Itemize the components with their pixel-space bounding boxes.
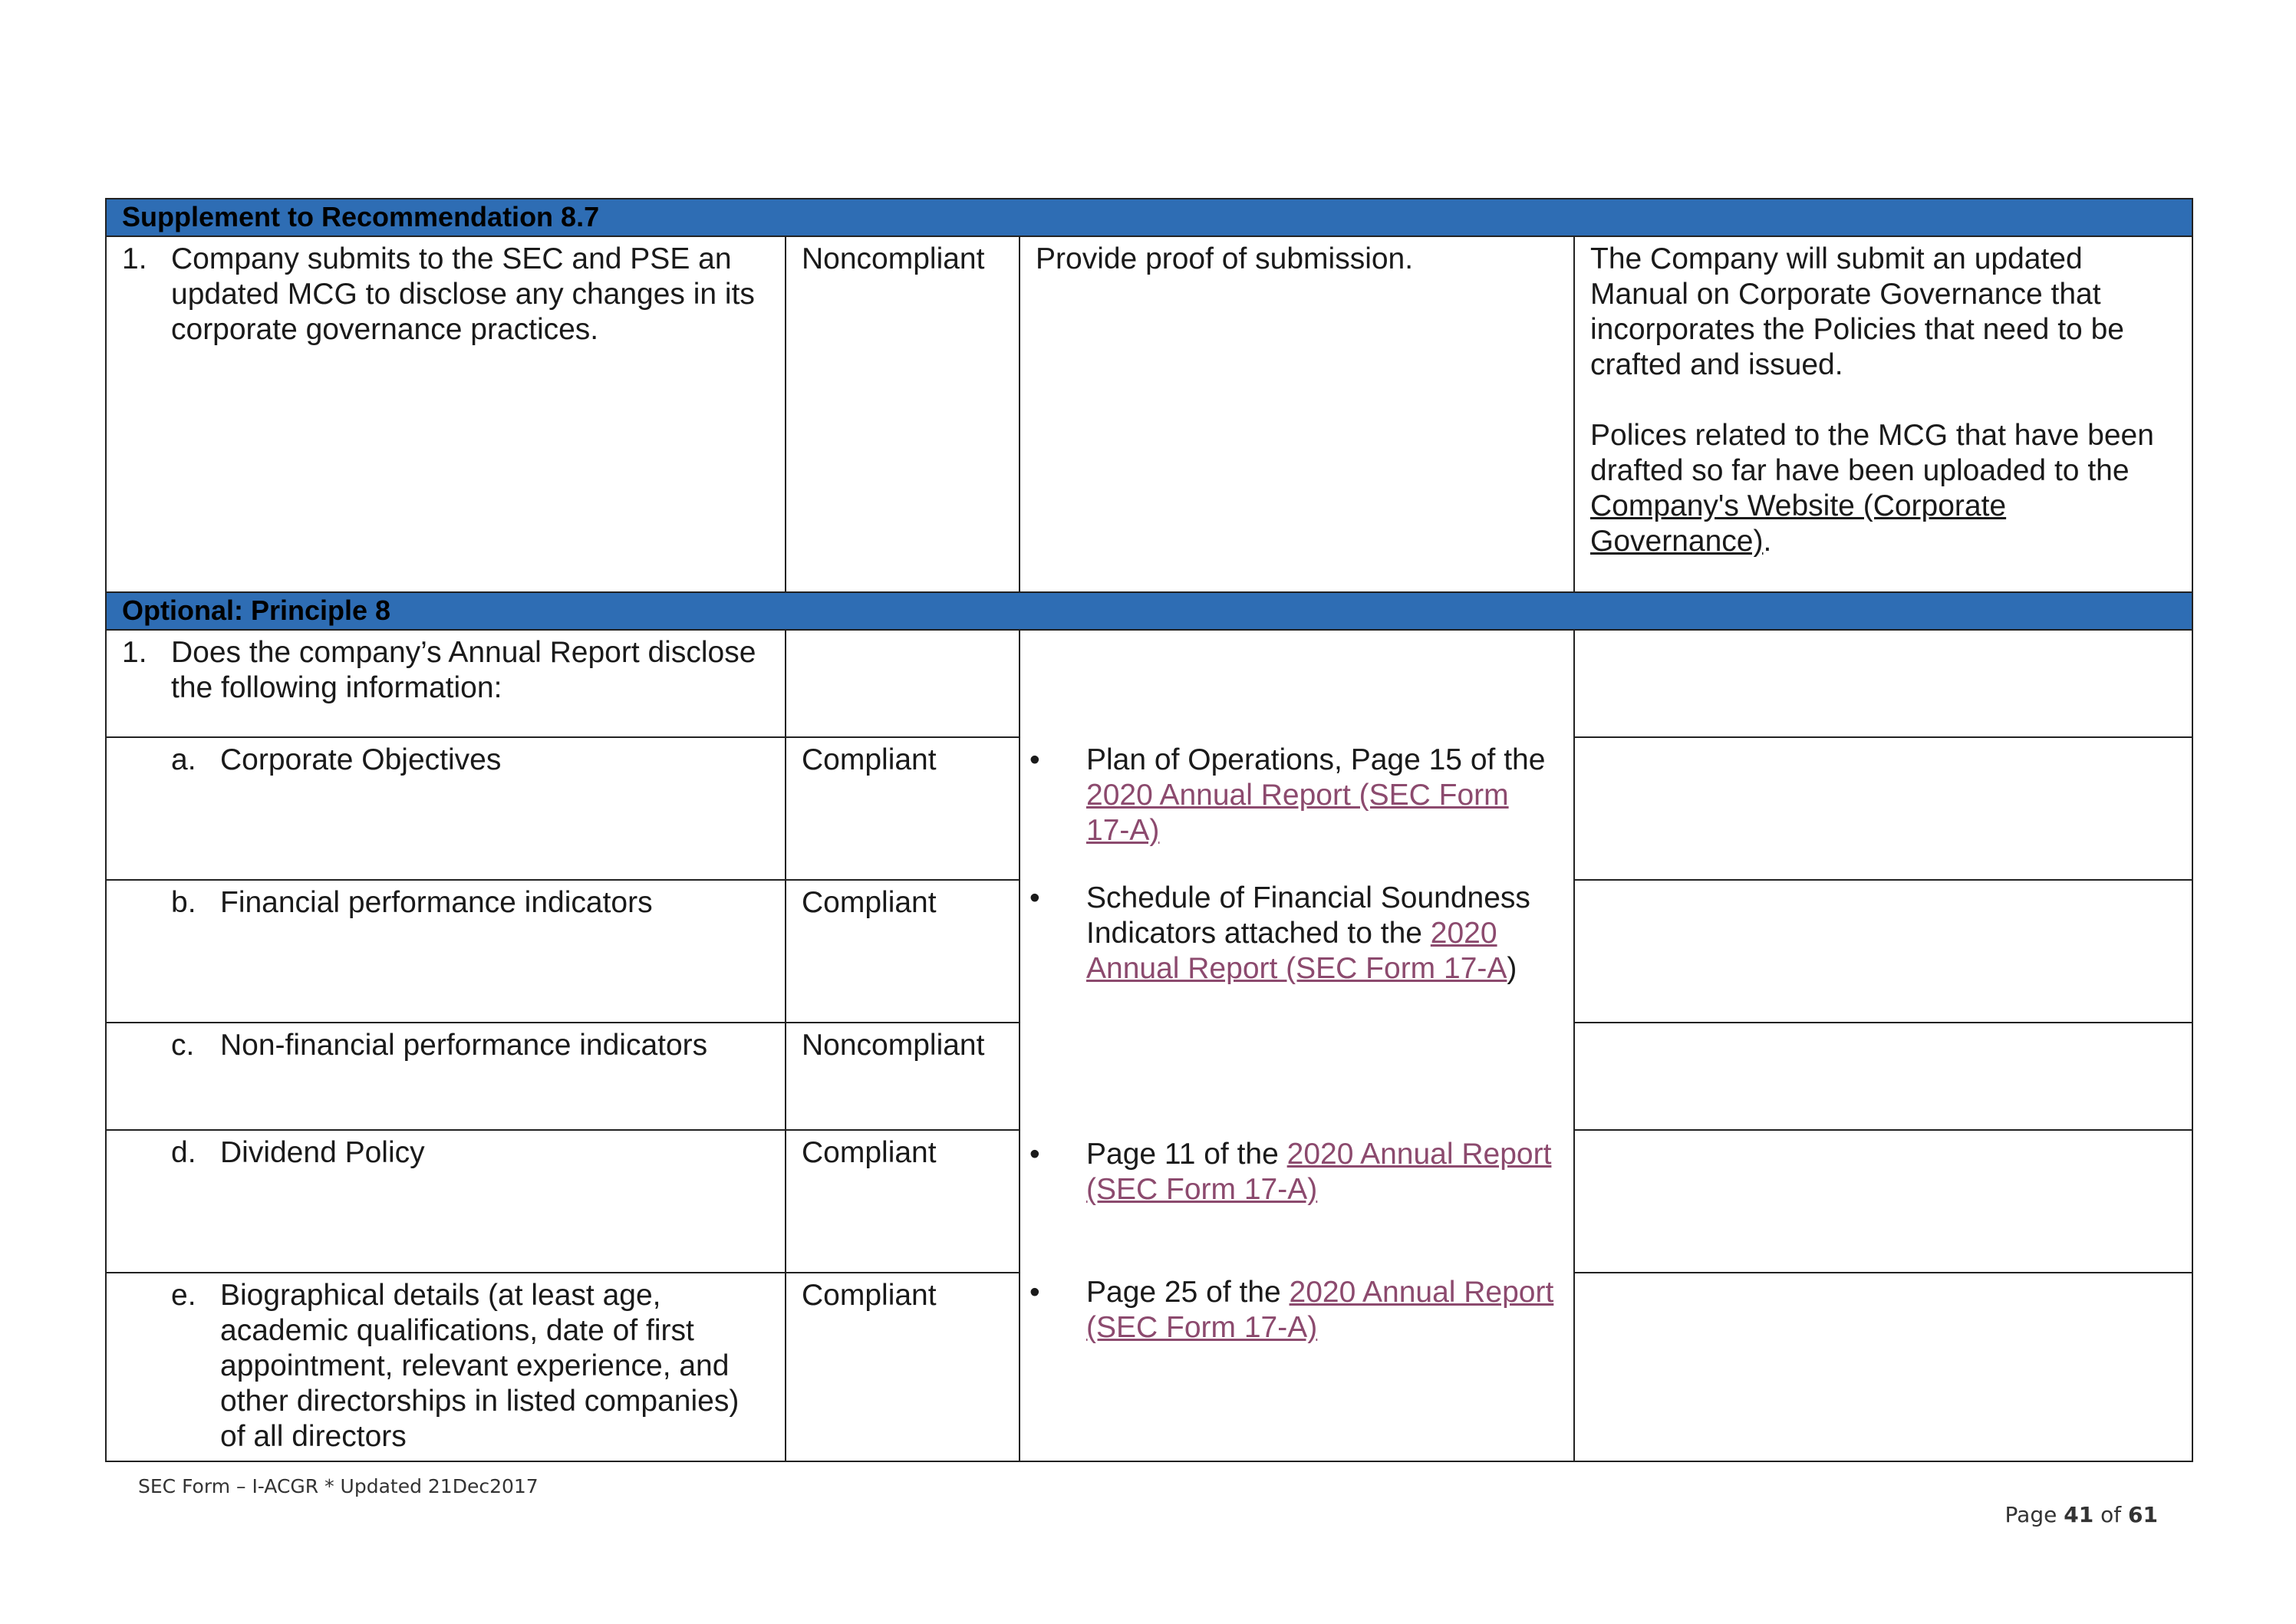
evidence-text: Schedule of Financial Soundness Indicators attached to the (1086, 881, 1530, 950)
item-letter: a. (171, 743, 196, 776)
recommendation-cell (106, 880, 786, 1023)
evidence-cell: Provide proof of submission. (1020, 236, 1574, 592)
page-number (2005, 1502, 2158, 1527)
acgr-table (105, 198, 2193, 1462)
annual-report-link[interactable]: 2020 Annual Report (SEC Form 17-A (1086, 917, 1507, 985)
of-word: of (2100, 1502, 2122, 1527)
evidence-bullet-b (1025, 881, 1558, 1132)
item-text: Corporate Objectives (220, 743, 502, 776)
recommendation-cell (106, 236, 786, 592)
recommendation-cell (106, 1130, 786, 1273)
recommendation-cell (106, 1273, 786, 1461)
current-page: 41 (2064, 1502, 2094, 1527)
evidence-text: Page 25 of the (1086, 1276, 1290, 1309)
status-cell (786, 630, 1020, 737)
remarks-paragraph: The Company will submit an updated Manual on Corporate Governance that incorporates the Policies that need to be crafted and issued. (1590, 242, 2124, 381)
remarks-cell (1574, 1130, 2192, 1273)
item-letter: d. (171, 1136, 196, 1169)
bullet-icon: • (1029, 743, 1040, 776)
remarks-text: Polices related to the MCG that have been drafted so far have been uploaded to the (1590, 419, 2154, 487)
section-header-supplement (106, 199, 2192, 236)
evidence-bullet-a (1025, 738, 1558, 881)
remarks-text: . (1763, 525, 1772, 558)
recommendation-cell (106, 737, 786, 880)
evidence-cell-merged (1020, 630, 1574, 1461)
evidence-text: Page 11 of the (1086, 1138, 1287, 1171)
item-number: 1. (122, 636, 147, 669)
company-website-link[interactable]: Company's Website (Corporate Governance) (1590, 489, 2007, 558)
item-text: Does the company’s Annual Report disclose the following information: (171, 636, 756, 704)
bullet-icon: • (1029, 1138, 1040, 1171)
evidence-text: ) (1507, 952, 1517, 985)
section-title: Optional: Principle 8 (106, 592, 2192, 630)
page-word: Page (2004, 1502, 2057, 1527)
recommendation-cell (106, 1023, 786, 1130)
status-cell: Compliant (786, 1273, 1020, 1461)
annual-report-link[interactable]: 2020 Annual Report (SEC Form 17-A) (1086, 779, 1509, 847)
remarks-cell (1574, 236, 2192, 592)
annual-report-link[interactable]: 2020 Annual Report (SEC Form 17-A) (1086, 1138, 1552, 1206)
annual-report-link[interactable]: 2020 Annual Report (SEC Form 17-A) (1086, 1276, 1554, 1344)
total-pages: 61 (2128, 1502, 2158, 1527)
item-letter: e. (171, 1279, 196, 1312)
status-cell: Compliant (786, 1130, 1020, 1273)
evidence-bullet-e (1025, 1275, 1558, 1346)
table-row (106, 630, 2192, 737)
table-row (106, 236, 2192, 592)
item-text: Dividend Policy (220, 1136, 425, 1169)
bullet-icon: • (1029, 881, 1040, 914)
section-title: Supplement to Recommendation 8.7 (106, 199, 2192, 236)
item-text: Financial performance indicators (220, 886, 653, 919)
item-letter: c. (171, 1029, 195, 1062)
remarks-cell (1574, 1273, 2192, 1461)
item-text: Company submits to the SEC and PSE an updated MCG to disclose any changes in its corporate governance practices. (171, 242, 755, 346)
item-text: Biographical details (at least age, academic qualifications, date of first appointment, relevant experience, and other directorships in listed companies) of all directors (220, 1279, 740, 1453)
remarks-paragraph (1590, 418, 2176, 559)
evidence-bullet-d (1025, 1132, 1558, 1275)
footer-form-label: SEC Form – I-ACGR * Updated 21Dec2017 (138, 1475, 539, 1497)
remarks-cell (1574, 880, 2192, 1023)
item-text: Non-financial performance indicators (220, 1029, 708, 1062)
status-cell: Compliant (786, 880, 1020, 1023)
remarks-cell (1574, 1023, 2192, 1130)
item-letter: b. (171, 886, 196, 919)
remarks-cell (1574, 630, 2192, 737)
status-cell: Noncompliant (786, 1023, 1020, 1130)
status-cell: Noncompliant (786, 236, 1020, 592)
evidence-text: Plan of Operations, Page 15 of the (1086, 743, 1546, 776)
item-number: 1. (122, 242, 147, 275)
remarks-cell (1574, 737, 2192, 880)
recommendation-cell (106, 630, 786, 737)
section-header-optional (106, 592, 2192, 630)
status-cell: Compliant (786, 737, 1020, 880)
bullet-icon: • (1029, 1276, 1040, 1309)
